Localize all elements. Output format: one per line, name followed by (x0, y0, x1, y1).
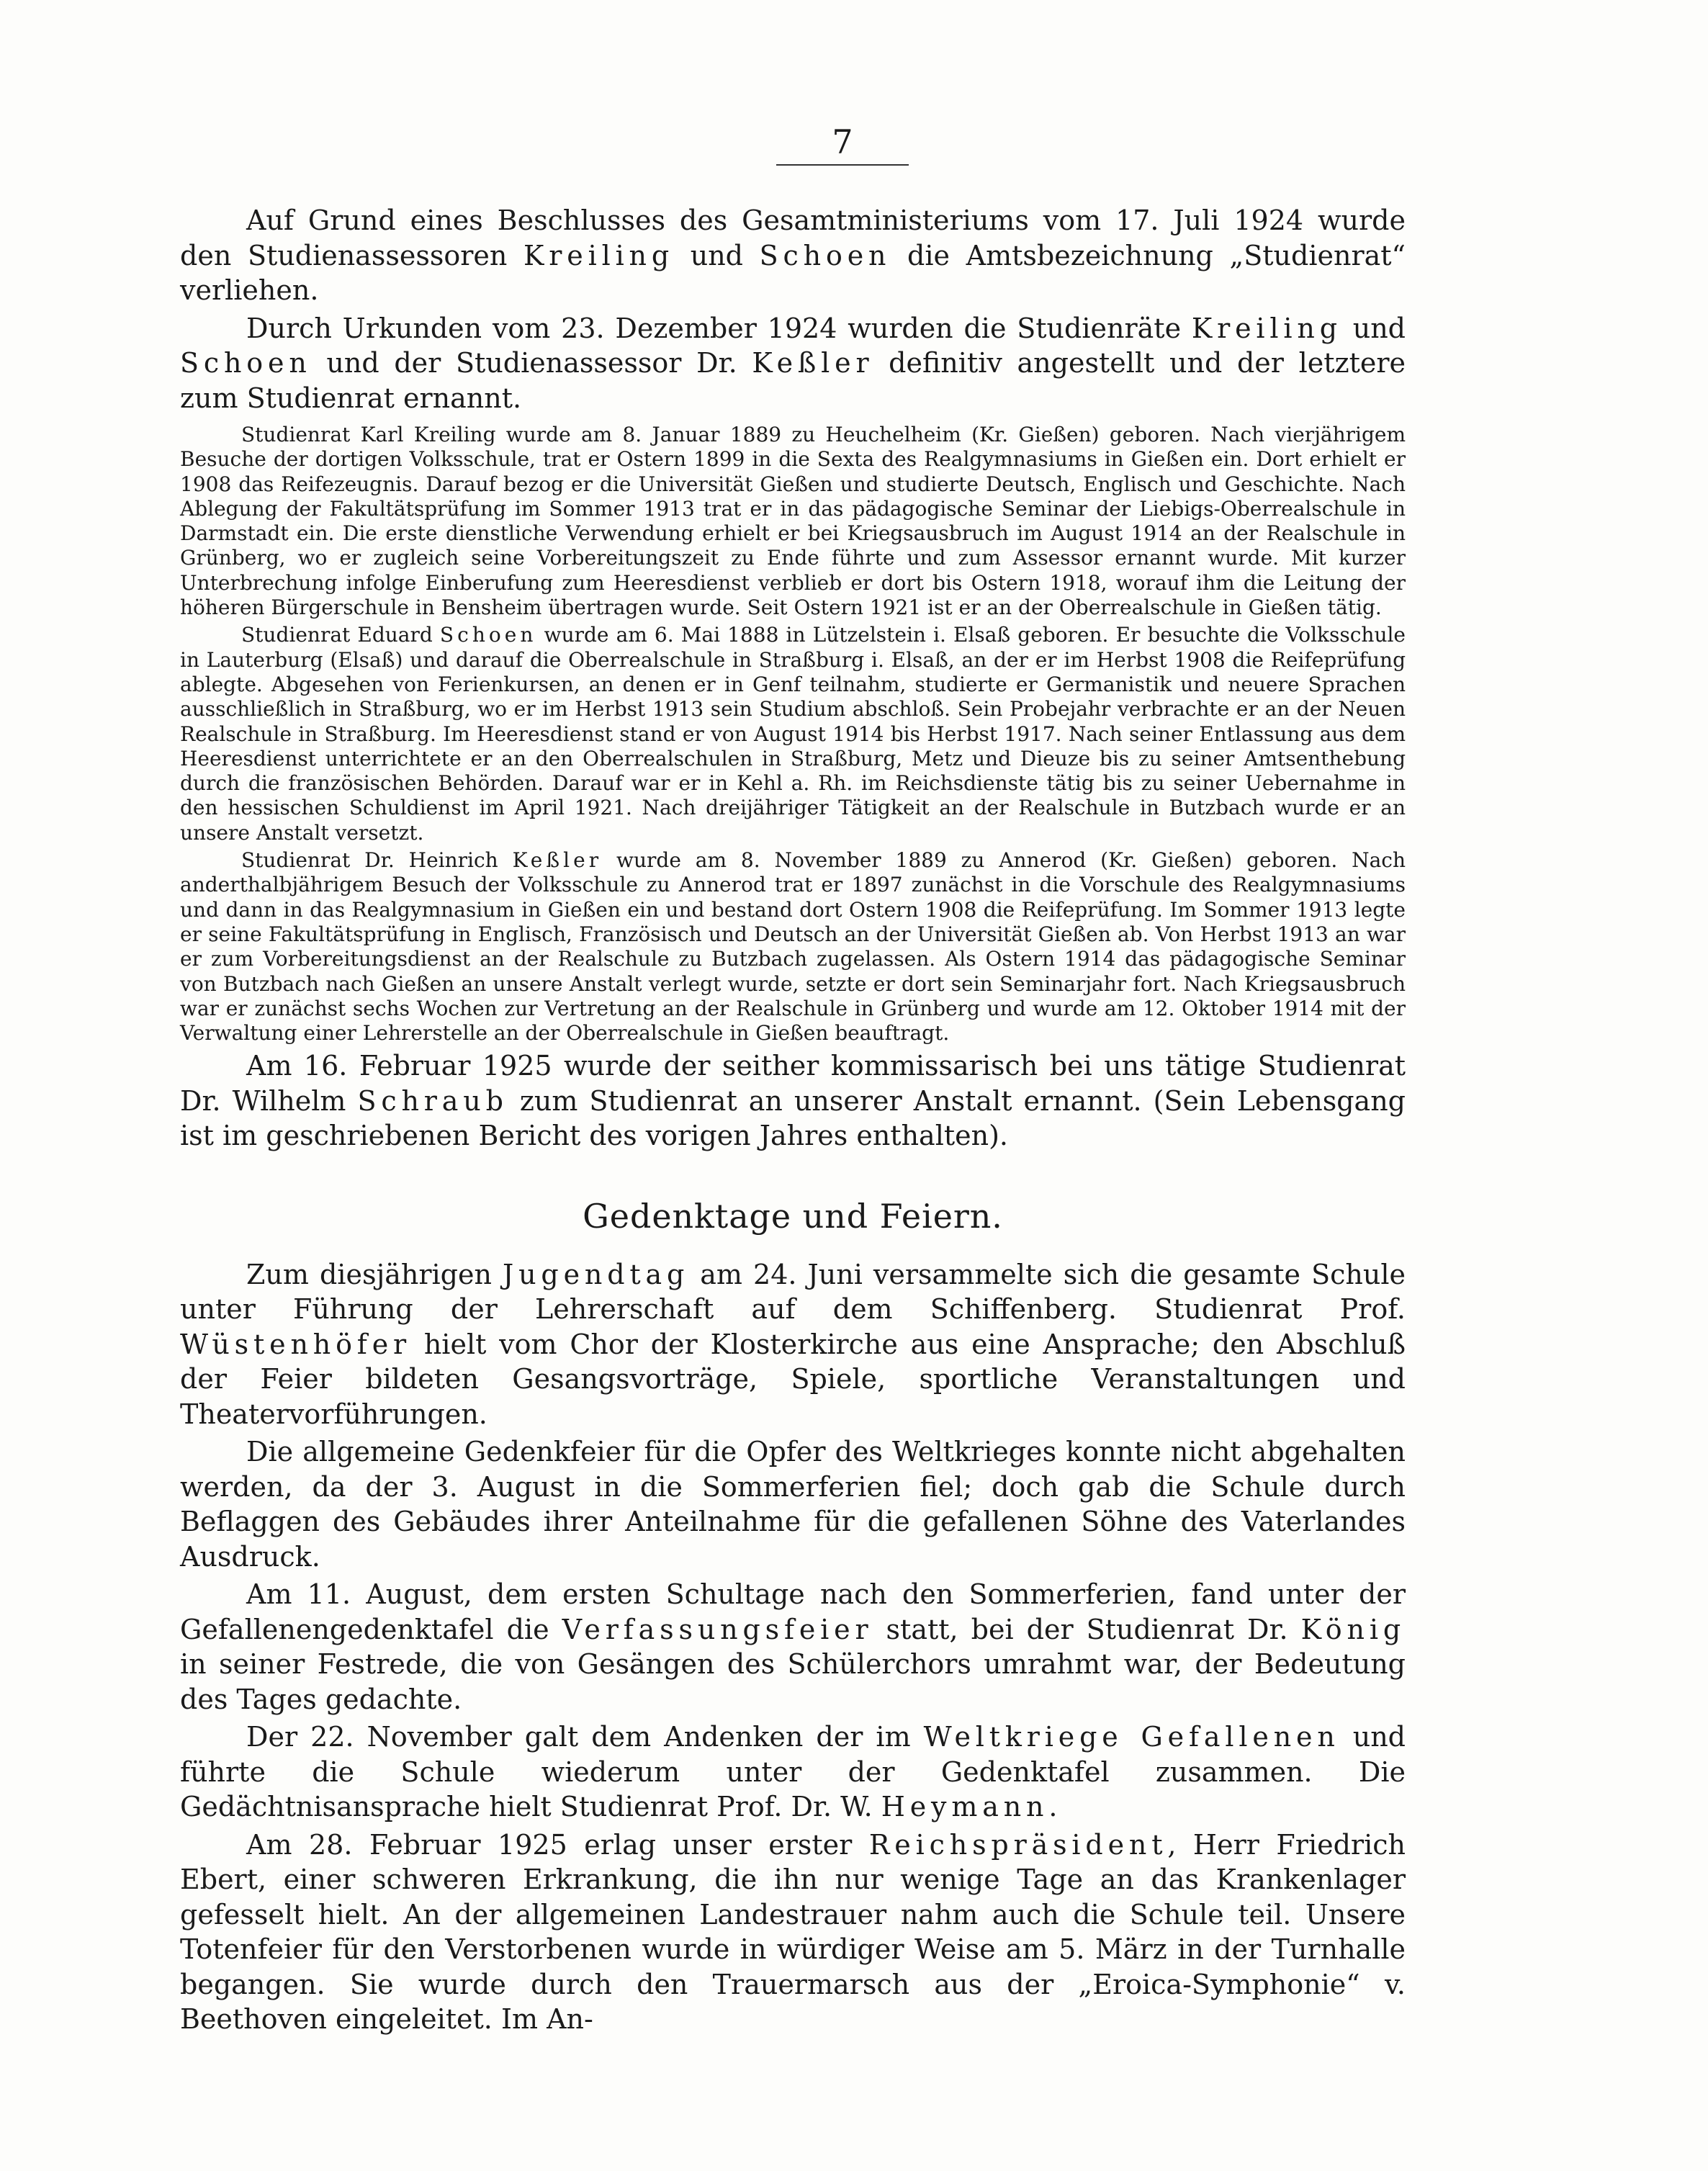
name-spaced: Kreiling (523, 239, 675, 271)
name-spaced: Schoen (759, 239, 891, 271)
emphasis-spaced: Verfassungsfeier (562, 1613, 873, 1645)
name-spaced: Keßler (512, 848, 603, 873)
name-spaced: Schoen (439, 623, 537, 647)
name-spaced: Heymann (881, 1791, 1049, 1823)
biography-kessler: Studienrat Dr. Heinrich Keßler wurde am 8. November 1889 zu Annerod (Kr. Gießen) geboren. Nach anderthalbjährigem Besuch der Volksschule zu Annerod trat er 1897 zunächst in die Vorschule des Realgymnasiums und dann in das Realgymnasium in Gießen ein und bestand dort Ostern 1908 die Reifeprüfung. Im Sommer 1913 legte er seine Fakultätsprüfung in Englisch, Französisch und Deutsch an der Universität Gießen ab. Von Herbst 1913 an war er zum Vorbereitungsdienst an der Realschule zu Butzbach zugelassen. Als Ostern 1914 das pädagogische Seminar von Butzbach nach Gießen an unsere Anstalt verlegt wurde, setzte er dort sein Seminarjahr fort. Nach Kriegsausbruch war er zunächst sechs Wochen zur Vertretung an der Realschule in Grünberg und wurde am 12. Oktober 1914 mit der Verwaltung einer Lehrerstelle an der Oberrealschule in Gießen beauftragt. (180, 848, 1406, 1046)
name-spaced: Schoen (180, 347, 312, 379)
name-spaced: Schraub (357, 1084, 508, 1117)
section-heading: Gedenktage und Feiern. (583, 1196, 1003, 1236)
paragraph-verfassungsfeier: Am 11. August, dem ersten Schultage nach den Sommerferien, fand unter der Gefallenengedenktafel die Verfassungsfeier statt, bei der Studienrat Dr. König in seiner Festrede, die von Gesängen des Schülerchors umrahmt war, der Bedeutung des Tages gedachte. (180, 1578, 1406, 1715)
paragraph-reichspraesident: Am 28. Februar 1925 erlag unser erster Reichspräsident, Herr Friedrich Ebert, einer schweren Erkrankung, die ihn nur wenige Tage an das Krankenlager gefesselt hielt. An der allgemeinen Landestrauer nahm auch die Schule teil. Unsere Totenfeier für den Verstorbenen wurde in würdiger Weise am 5. März in der Turnhalle begangen. Sie wurde durch den Trauermarsch aus der „Eroica-Symphonie“ v. Beethoven eingeleitet. Im An- (180, 1828, 1406, 2036)
paragraph-schraub: Am 16. Februar 1925 wurde der seither kommissarisch bei uns tätige Studienrat Dr. Wilhelm Schraub zum Studienrat an unserer Anstalt ernannt. (Sein Lebensgang ist im geschriebenen Bericht des vorigen Jahres enthalten). (180, 1050, 1406, 1152)
paragraph-gedenkfeier: Die allgemeine Gedenkfeier für die Opfer des Weltkrieges konnte nicht abgehalten werden, da der 3. August in die Sommerferien fiel; doch gab die Schule durch Beflaggen des Gebäudes ihrer Anteilnahme für die gefallenen Söhne des Vaterlandes Ausdruck. (180, 1436, 1406, 1573)
name-spaced: König (1300, 1613, 1406, 1645)
paragraph-totensonntag: Der 22. November galt dem Andenken der im Weltkriege Gefallenen und führte die Schule wiederum unter der Gedenktafel zusammen. Die Gedächtnisansprache hielt Studienrat Prof. Dr. W. Heymann. (180, 1721, 1406, 1823)
name-spaced: Kreiling (1191, 312, 1342, 344)
page-content (180, 203, 1406, 2037)
paragraph-jugendtag: Zum diesjährigen Jugendtag am 24. Juni versammelte sich die gesamte Schule unter Führung der Lehrerschaft auf dem Schiffenberg. Studienrat Prof. Wüstenhöfer hielt vom Chor der Klosterkirche aus eine Ansprache; den Abschluß der Feier bildeten Gesangsvorträge, Spiele, sportliche Veranstaltungen und Theatervorführungen. (180, 1258, 1406, 1430)
page-number-rule (776, 164, 909, 166)
emphasis-spaced: Weltkriege Gefallenen (923, 1721, 1340, 1753)
paragraph-urkunden: Durch Urkunden vom 23. Dezember 1924 wurden die Studienräte Kreiling und Schoen und der Studienassessor Dr. Keßler definitiv angestellt und der letztere zum Studienrat ernannt. (180, 312, 1406, 414)
name-spaced: Wüstenhöfer (180, 1328, 412, 1360)
emphasis-spaced: Reichspräsident (868, 1828, 1168, 1861)
biography-kreiling: Studienrat Karl Kreiling wurde am 8. Januar 1889 zu Heuchelheim (Kr. Gießen) geboren. Nach vierjährigem Besuche der dortigen Volksschule, trat er Ostern 1899 in die Sexta des Realgymnasiums in Gießen ein. Dort erhielt er 1908 das Reifezeugnis. Darauf bezog er die Universität Gießen und studierte Deutsch, Englisch und Geschichte. Nach Ablegung der Fakultätsprüfung im Sommer 1913 trat er in das pädagogische Seminar der Liebigs-Oberrealschule in Darmstadt ein. Die erste dienstliche Verwendung erhielt er bei Kriegsausbruch im August 1914 an der Realschule in Grünberg, wo er zugleich seine Vorbereitungszeit zu Ende führte und zum Assessor ernannt wurde. Mit kurzer Unterbrechung infolge Einberufung zum Heeresdienst verblieb er dort bis Ostern 1918, worauf ihm die Leitung der höheren Bürgerschule in Bensheim übertragen wurde. Seit Ostern 1921 ist er an der Oberrealschule in Gießen tätig. (180, 423, 1406, 620)
emphasis-spaced: Jugendtag (503, 1258, 690, 1290)
name-spaced: Keßler (752, 347, 874, 379)
page-number: 7 (832, 122, 853, 161)
biography-schoen: Studienrat Eduard Schoen wurde am 6. Mai 1888 in Lützelstein i. Elsaß geboren. Er besuchte die Volksschule in Lauterburg (Elsaß) und darauf die Oberrealschule in Straßburg i. Elsaß, an der er im Herbst 1908 die Reifeprüfung ablegte. Abgesehen von Ferienkursen, an denen er in Genf teilnahm, studierte er Germanistik und neuere Sprachen ausschließlich in Straßburg, wo er im Herbst 1913 sein Studium abschloß. Sein Probejahr verbrachte er an der Neuen Realschule in Straßburg. Im Heeresdienst stand er von August 1914 bis Herbst 1917. Nach seiner Entlassung aus dem Heeresdienst unterrichtete er an den Oberrealschulen in Straßburg, Metz und Dieuze bis zu seiner Amtsenthebung durch die französischen Behörden. Darauf war er in Kehl a. Rh. im Reichsdienste tätig bis zu seiner Uebernahme in den hessischen Schuldienst im April 1921. Nach dreijähriger Tätigkeit an der Realschule in Butzbach wurde er an unsere Anstalt versetzt. (180, 623, 1406, 845)
paragraph-amtsbezeichnung: Auf Grund eines Beschlusses des Gesamtministeriums vom 17. Juli 1924 wurde den Studienassessoren Kreiling und Schoen die Amtsbezeichnung „Studienrat“ verliehen. (180, 204, 1406, 306)
